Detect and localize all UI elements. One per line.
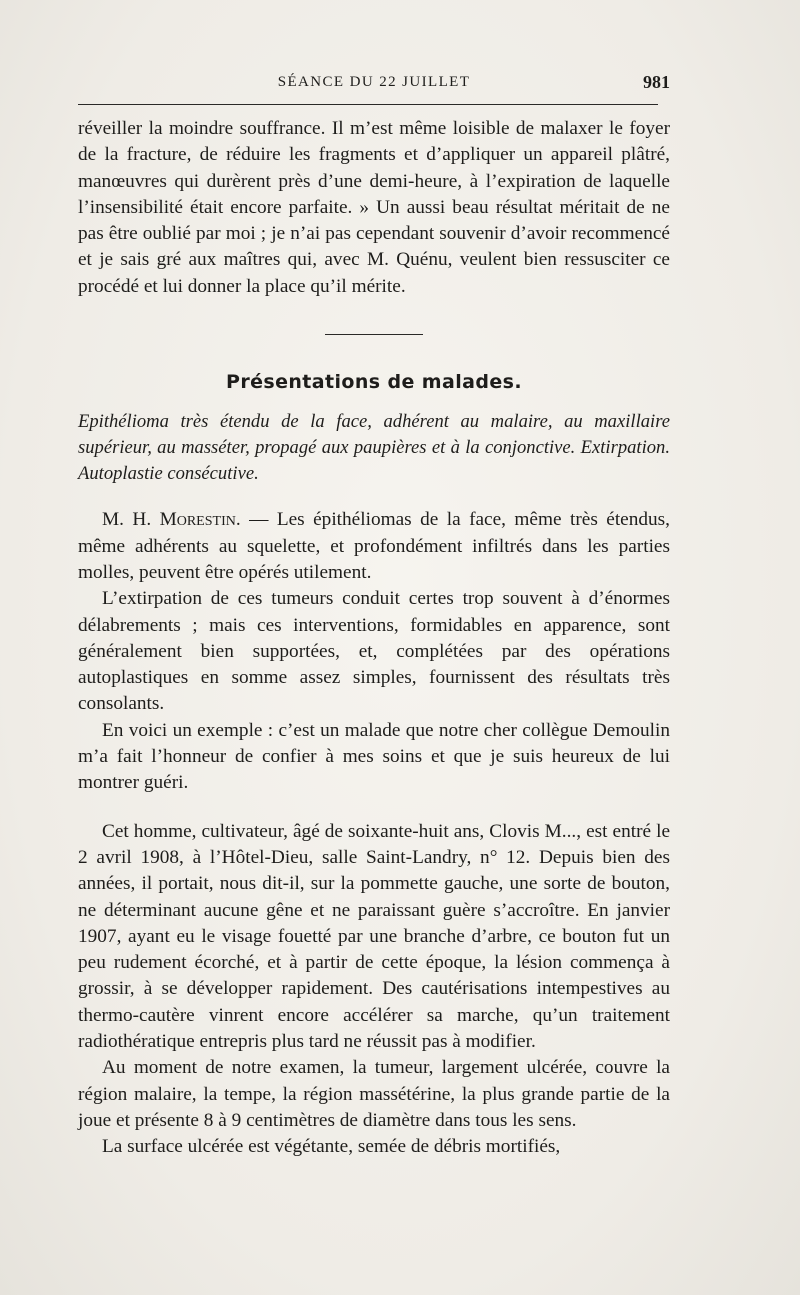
case-title: Epithélioma très étendu de la face, adhérent au malaire, au maxillaire supérieur, au masséter, propagé aux paupières et à la conjonctive. Extirpation. Autoplastie consécutive.: [78, 411, 670, 485]
page-body: [78, 116, 670, 1161]
paragraph-example: En voici un exemple : c’est un malade que notre cher collègue Demoulin m’a fait l’honneur de confier à mes soins et que je suis heureux de lui montrer guéri.: [78, 719, 670, 794]
running-title: SÉANCE DU 22 JUILLET: [277, 74, 471, 90]
paragraph-extirpation: L’extirpation de ces tumeurs conduit certes trop souvent à d’énormes délabrements ; mais ces interventions, formidables en apparence, sont généralement bien supportées, et, complétées par des opérations autoplastiques en somme assez simples, fournissent des résultats très consolants.: [78, 588, 670, 715]
author-prefix: M. H.: [102, 509, 160, 531]
paragraph-author-intro: [78, 507, 670, 586]
author-name: Morestin.: [159, 509, 241, 531]
header-rule: [78, 104, 658, 105]
paragraph-gap: [78, 797, 670, 819]
paragraph-surface: La surface ulcérée est végétante, semée de débris mortifiés,: [102, 1136, 561, 1158]
author-text: — Les épithéliomas de la face, même très étendus, même adhérents au squelette, et profondément infiltrés dans les parties molles, peuvent être opérés utilement.: [78, 509, 670, 583]
running-header: [78, 72, 670, 96]
page-number: 981: [643, 72, 670, 92]
paragraph-patient-history: Cet homme, cultivateur, âgé de soixante-huit ans, Clovis M..., est entré le 2 avril 1908, à l’Hôtel-Dieu, salle Saint-Landry, n° 12. Depuis bien des années, il portait, nous dit-il, sur la pommette gauche, une sorte de bouton, ne déterminant aucune gêne et ne paraissant guère s’accroître. En janvier 1907, ayant eu le visage fouetté par une branche d’arbre, ce bouton fut un peu rudement écorché, et à partir de cette époque, la lésion commença à grossir, à se développer rapidement. Des cautérisations intempestives au thermo-cautère vinrent encore accélérer sa marche, qu’un traitement radiothératique entrepris plus tard ne réussit pas à modifier.: [78, 820, 670, 1053]
paragraph-examination: Au moment de notre examen, la tumeur, largement ulcérée, couvre la région malaire, la tempe, la région massétérine, la plus grande partie de la joue et présente 8 à 9 centimètres de diamètre dans tous les sens.: [78, 1057, 670, 1131]
paragraph-continuation: réveiller la moindre souffrance. Il m’est même loisible de malaxer le foyer de la fracture, de réduire les fragments et d’appliquer un appareil plâtré, manœuvres qui durèrent près d’une demi-heure, à l’expiration de laquelle l’insensibilité était encore parfaite. » Un aussi beau résultat méritait de ne pas être oublié par moi ; je n’ai pas cependant souvenir d’avoir recommencé et je sais gré aux maîtres qui, avec M. Quénu, veulent bien ressusciter ce procédé et lui donner la place qu’il mérite.: [78, 118, 670, 297]
section-title: Présentations de malades.: [226, 371, 522, 394]
section-separator: [325, 334, 423, 335]
